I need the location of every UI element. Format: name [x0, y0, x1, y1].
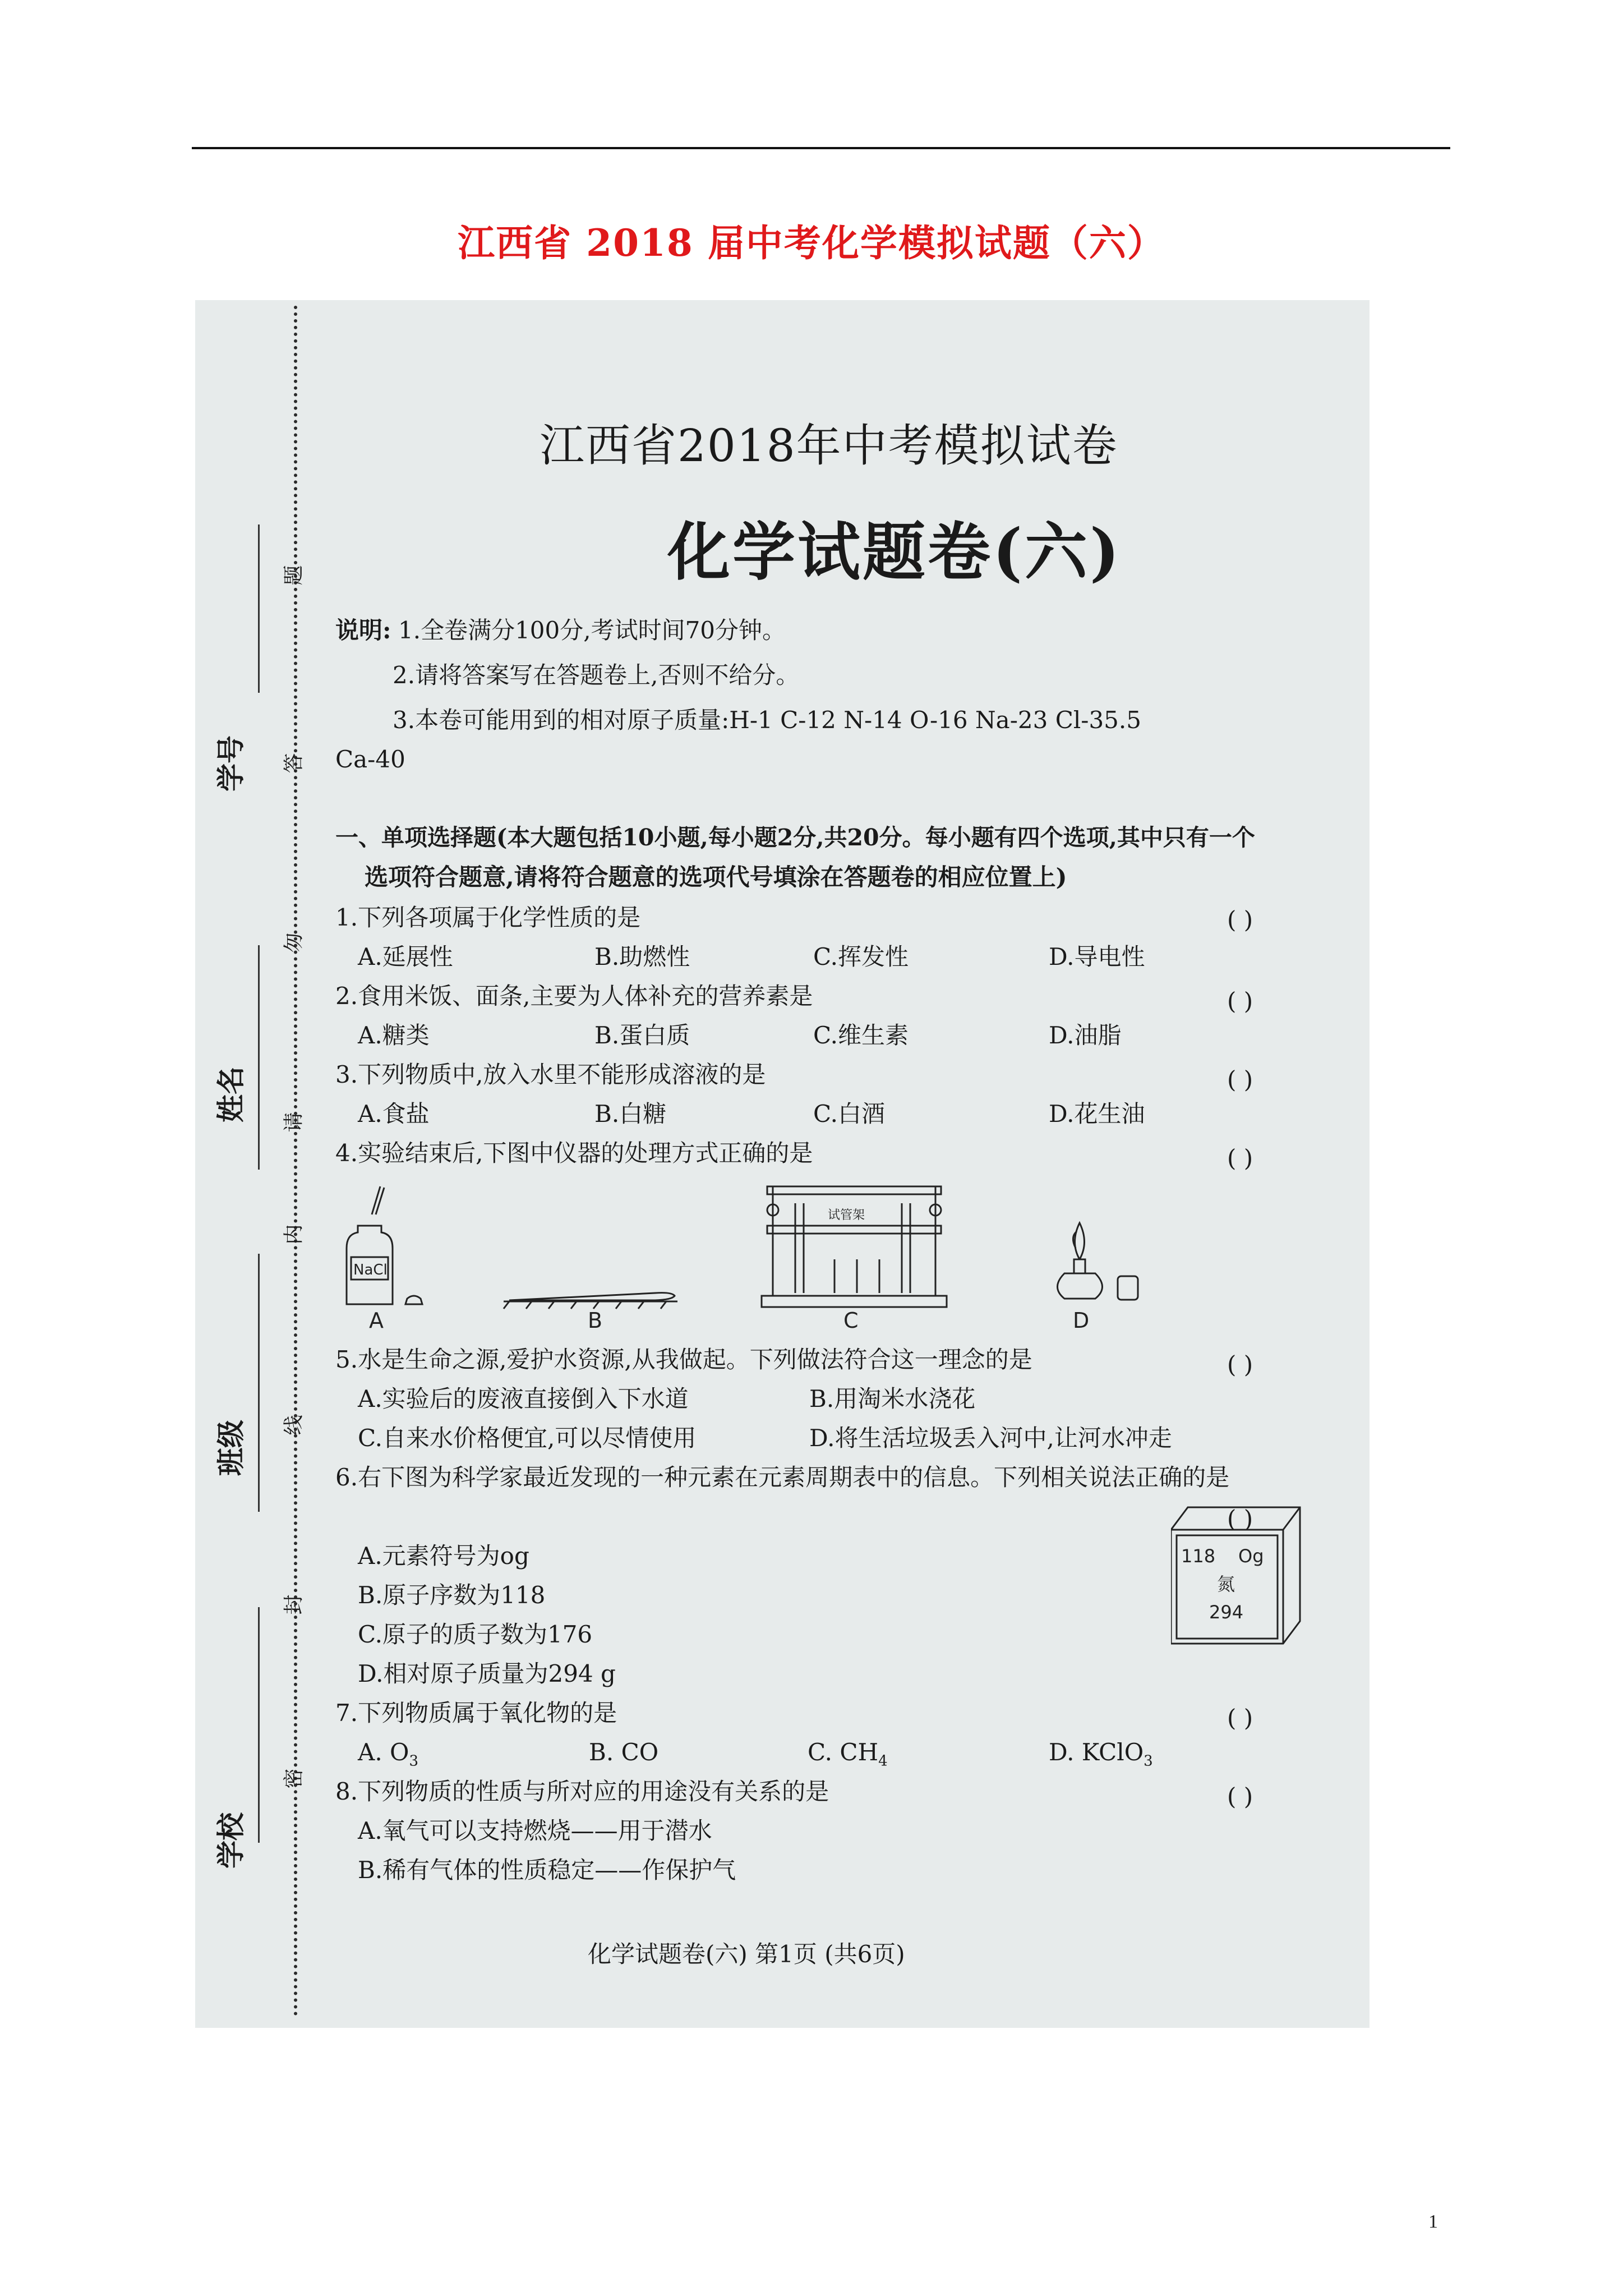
option-o3: A. $O_3$ [358, 1738, 419, 1770]
question-stem: 5.水是生命之源,爱护水资源,从我做起。下列做法符合这一理念的是 [335, 1346, 1032, 1373]
option: C.挥发性 [813, 943, 909, 970]
section-heading-cont: 选项符合题意,请将符合题意的选项代号填涂在答题卷的相应位置上) [365, 863, 1067, 891]
note-item: 1.全卷满分100分,考试时间70分钟。 [398, 616, 786, 644]
option: B.原子序数为118 [358, 1581, 546, 1609]
alcohol-lamp-icon [1058, 1223, 1138, 1300]
option: A.糖类 [358, 1022, 430, 1049]
answer-paren: ( ) [1227, 906, 1253, 933]
test-tube-rack-icon [762, 1186, 947, 1307]
fill-line-xingming [258, 945, 260, 1170]
option: D.油脂 [1049, 1022, 1122, 1049]
binding-dotted-line [294, 306, 297, 2017]
binding-char: 线 [282, 1415, 306, 1435]
question-stem: 6.右下图为科学家最近发现的一种元素在元素周期表中的信息。下列相关说法正确的是 [335, 1464, 1230, 1491]
top-rule [192, 147, 1450, 149]
option-ch4: C. $CH_4$ [808, 1738, 888, 1770]
element-number: 118 [1181, 1545, 1216, 1567]
option: B.用淘米水浇花 [809, 1385, 976, 1412]
section-heading: 一、单项选择题(本大题包括10小题,每小题2分,共20分。每小题有四个选项,其中只有一个 [335, 824, 1255, 851]
answer-paren: ( ) [1227, 1505, 1253, 1533]
element-mass: 294 [1209, 1602, 1244, 1623]
binding-char: 请 [282, 1112, 306, 1133]
question-stem: 8.下列物质的性质与所对应的用途没有关系的是 [335, 1778, 829, 1805]
element-symbol: Og [1238, 1545, 1264, 1567]
option: A.食盐 [358, 1100, 430, 1128]
option: A.氧气可以支持燃烧——用于潜水 [358, 1817, 712, 1844]
scanned-exam-page [195, 300, 1370, 2028]
option: C.维生素 [813, 1022, 909, 1049]
answer-paren: ( ) [1227, 1704, 1253, 1732]
notes-label: 说明: [335, 616, 391, 644]
answer-paren: ( ) [1227, 1144, 1253, 1172]
note-item: 2.请将答案写在答题卷上,否则不给分。 [393, 661, 800, 689]
binding-char: 内 [282, 1224, 306, 1245]
fill-line-banji [258, 1254, 260, 1512]
question-stem: 3.下列物质中,放入水里不能形成溶液的是 [335, 1061, 766, 1088]
element-box-icon [1171, 1507, 1300, 1644]
note-item: 3.本卷可能用到的相对原子质量:H-1 C-12 N-14 O-16 Na-23 Cl-35.5 [393, 706, 1141, 734]
option: D.导电性 [1049, 943, 1145, 970]
option: A.实验后的废液直接倒入下水道 [358, 1385, 689, 1412]
answer-paren: ( ) [1227, 1351, 1253, 1378]
binding-char: 密 [282, 1768, 306, 1789]
binding-char: 题 [282, 565, 306, 586]
question-stem: 4.实验结束后,下图中仪器的处理方式正确的是 [335, 1139, 813, 1167]
option: B.白糖 [594, 1100, 667, 1128]
fill-line-xuexiao [258, 1607, 260, 1843]
option: D.花生油 [1049, 1100, 1145, 1128]
binding-char: 勿 [282, 932, 306, 953]
option: B.稀有气体的性质稳定——作保护气 [358, 1856, 736, 1884]
dropper-on-table-icon [504, 1293, 677, 1309]
label-xuexiao: 学校 [214, 1812, 247, 1869]
option-kclo3: D. KClO$_3$ [1049, 1738, 1153, 1770]
reagent-bottle-icon [347, 1186, 422, 1304]
option: B.助燃性 [594, 943, 690, 970]
figure-label: D [1073, 1308, 1090, 1332]
figure-label: C [843, 1308, 859, 1332]
element-cell-figure [1171, 1506, 1306, 1652]
figure-label: B [588, 1308, 603, 1332]
question-stem: 7.下列物质属于氧化物的是 [335, 1699, 617, 1727]
label-xuehao: 学号 [214, 735, 247, 792]
label-xingming: 姓名 [214, 1066, 247, 1122]
answer-paren: ( ) [1227, 1066, 1253, 1093]
fill-line-xuehao [258, 524, 260, 693]
figure-label: A [369, 1308, 384, 1332]
exam-header: 江西省2018年中考模拟试卷 [540, 420, 1118, 472]
option: D.相对原子质量为294 g [358, 1660, 616, 1687]
document-title: 江西省 2018 届中考化学模拟试题（六） [458, 221, 1165, 265]
binding-char: 答 [282, 753, 306, 774]
element-name: 氮 [1217, 1573, 1235, 1595]
option: C.自来水价格便宜,可以尽情使用 [358, 1424, 697, 1452]
rack-label: 试管架 [828, 1208, 865, 1222]
label-banji: 班级 [214, 1420, 247, 1476]
nacl-label: NaCl [353, 1262, 388, 1278]
binding-char: 封 [282, 1594, 306, 1615]
question-stem: 2.食用米饭、面条,主要为人体补充的营养素是 [335, 982, 813, 1010]
option: A.延展性 [358, 943, 453, 970]
option: B.蛋白质 [594, 1022, 690, 1049]
option: D.将生活垃圾丢入河中,让河水冲走 [809, 1424, 1172, 1452]
page-footer: 化学试题卷(六) 第1页 (共6页) [588, 1940, 905, 1968]
q4-figure [341, 1181, 1182, 1332]
option: C.原子的质子数为176 [358, 1621, 593, 1648]
answer-paren: ( ) [1227, 1783, 1253, 1810]
answer-paren: ( ) [1227, 987, 1253, 1015]
page-number: 1 [1428, 2211, 1438, 2232]
note-item-cont: Ca-40 [335, 746, 405, 773]
option: C.白酒 [813, 1100, 885, 1128]
option-co: B. CO [589, 1738, 659, 1766]
option: A.元素符号为og [358, 1542, 529, 1570]
question-stem: 1.下列各项属于化学性质的是 [335, 904, 641, 931]
exam-subheader: 化学试题卷(六) [667, 516, 1122, 589]
